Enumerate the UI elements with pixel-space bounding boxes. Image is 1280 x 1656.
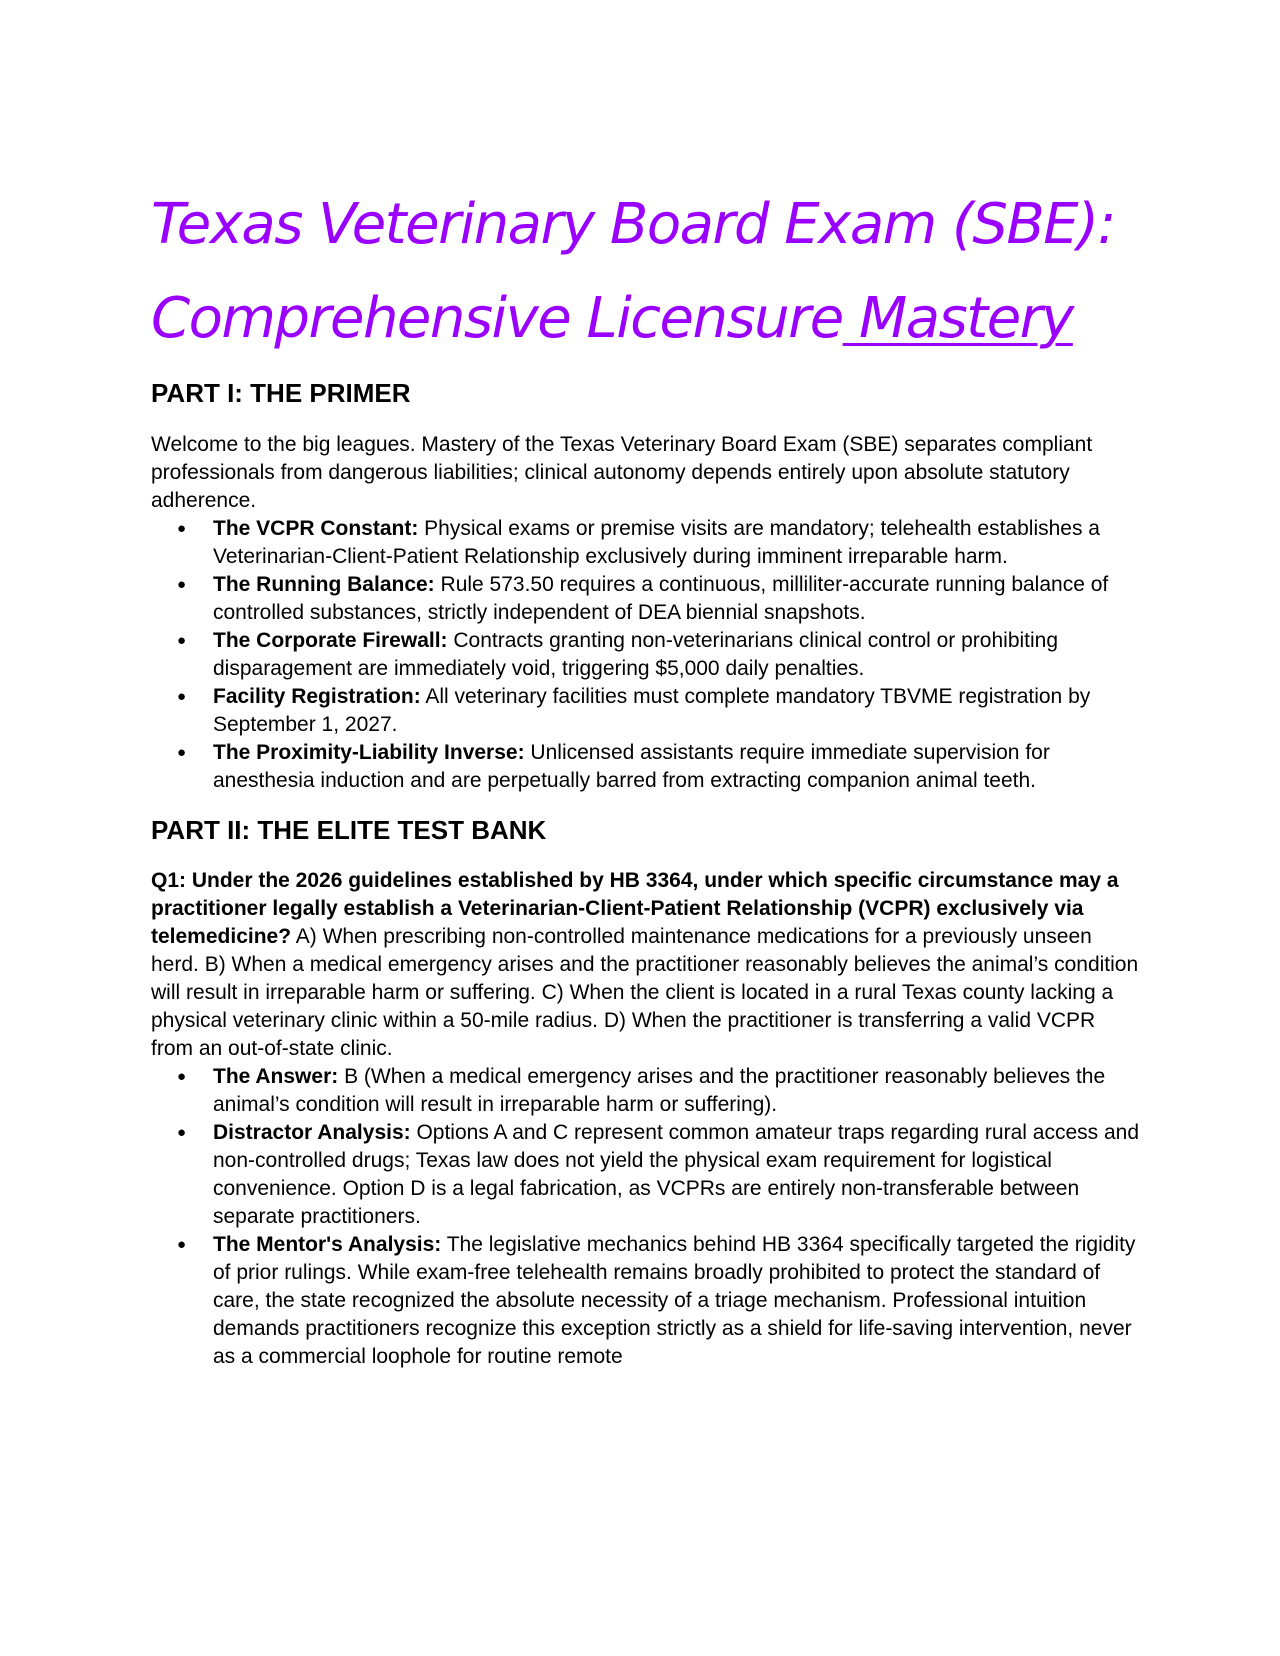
- question-1: [151, 867, 1141, 1063]
- bullet-label: Distractor Analysis:: [213, 1121, 411, 1144]
- list-item: [151, 683, 1141, 739]
- bullet-text: The legislative mechanics behind HB 3364 specifically targeted the rigidity of prior rulings. While exam-free telehealth remains broadly prohibited to protect the standard of care, the state recognized the absolute necessity of a triage mechanism. Professional intuition demands practitioners recognize this exception strictly as a shield for life-saving intervention, never as a commercial loophole for routine remote: [213, 1233, 1136, 1368]
- bullet-icon: ●: [177, 576, 187, 593]
- bullet-label: The Proximity-Liability Inverse:: [213, 741, 525, 764]
- question-1-stem: Q1: Under the 2026 guidelines established by HB 3364, under which specific circumstance may a practitioner legally establish a Veterinarian-Client-Patient Relationship (VCPR) exclusively via telemedicine?: [151, 869, 1119, 948]
- bullet-label: The Mentor's Analysis:: [213, 1233, 442, 1256]
- bullet-label: The Running Balance:: [213, 573, 435, 596]
- bullet-text: B (When a medical emergency arises and the practitioner reasonably believes the animal’s condition will result in irreparable harm or suffering).: [213, 1065, 1106, 1116]
- list-item: [151, 739, 1141, 795]
- bullet-text: Contracts granting non-veterinarians clinical control or prohibiting disparagement are immediately void, triggering $5,000 daily penalties.: [213, 629, 1059, 680]
- list-item: [151, 1063, 1141, 1119]
- bullet-icon: ●: [177, 1124, 187, 1141]
- bullet-icon: ●: [177, 632, 187, 649]
- bullet-text: Physical exams or premise visits are mandatory; telehealth establishes a Veterinarian-Client-Patient Relationship exclusively during imminent irreparable harm.: [213, 517, 1100, 568]
- bullet-label: The VCPR Constant:: [213, 517, 419, 540]
- bullet-icon: ●: [177, 744, 187, 761]
- bullet-label: Facility Registration:: [213, 685, 421, 708]
- part-1-bullet-list: [151, 515, 1141, 795]
- bullet-text: Options A and C represent common amateur traps regarding rural access and non-controlled drugs; Texas law does not yield the physical exam requirement for logistical convenience. Option D is a legal fabrication, as VCPRs are entirely non-transferable between separate practitioners.: [213, 1121, 1140, 1228]
- part-1-heading: PART I: THE PRIMER: [151, 378, 411, 408]
- bullet-icon: ●: [177, 520, 187, 537]
- title-line-2-underlined: Mastery: [842, 286, 1073, 351]
- bullet-label: The Corporate Firewall:: [213, 629, 448, 652]
- bullet-text: All veterinary facilities must complete mandatory TBVME registration by September 1, 2027.: [213, 685, 1091, 736]
- list-item: [151, 571, 1141, 627]
- question-1-options: A) When prescribing non-controlled maintenance medications for a previously unseen herd. B) When a medical emergency arises and the practitioner reasonably believes the animal’s condition will result in irreparable harm or suffering. C) When the client is located in a rural Texas county lacking a physical veterinary clinic within a 50-mile radius. D) When the practitioner is transferring a valid VCPR from an out-of-state clinic.: [151, 925, 1139, 1060]
- bullet-text: Unlicensed assistants require immediate supervision for anesthesia induction and are perpetually barred from extracting companion animal teeth.: [213, 741, 1050, 792]
- list-item: [151, 1119, 1141, 1231]
- list-item: [151, 1231, 1141, 1371]
- bullet-icon: ●: [177, 1068, 187, 1085]
- list-item: [151, 627, 1141, 683]
- document-page: [151, 178, 1141, 1371]
- title-line-2: [151, 272, 1141, 366]
- document-title: [151, 178, 1141, 366]
- title-line-2-text: Comprehensive Licensure: [151, 286, 843, 351]
- list-item: [151, 515, 1141, 571]
- title-line-1: Texas Veterinary Board Exam (SBE):: [151, 192, 1115, 257]
- bullet-label: The Answer:: [213, 1065, 339, 1088]
- bullet-text: Rule 573.50 requires a continuous, milliliter-accurate running balance of controlled substances, strictly independent of DEA biennial snapshots.: [213, 573, 1109, 624]
- bullet-icon: ●: [177, 1236, 187, 1253]
- question-1-analysis-list: [151, 1063, 1141, 1371]
- bullet-icon: ●: [177, 688, 187, 705]
- part-2-heading: PART II: THE ELITE TEST BANK: [151, 815, 547, 845]
- part-1-intro: Welcome to the big leagues. Mastery of the Texas Veterinary Board Exam (SBE) separates compliant professionals from dangerous liabilities; clinical autonomy depends entirely upon absolute statutory adherence.: [151, 433, 1093, 512]
